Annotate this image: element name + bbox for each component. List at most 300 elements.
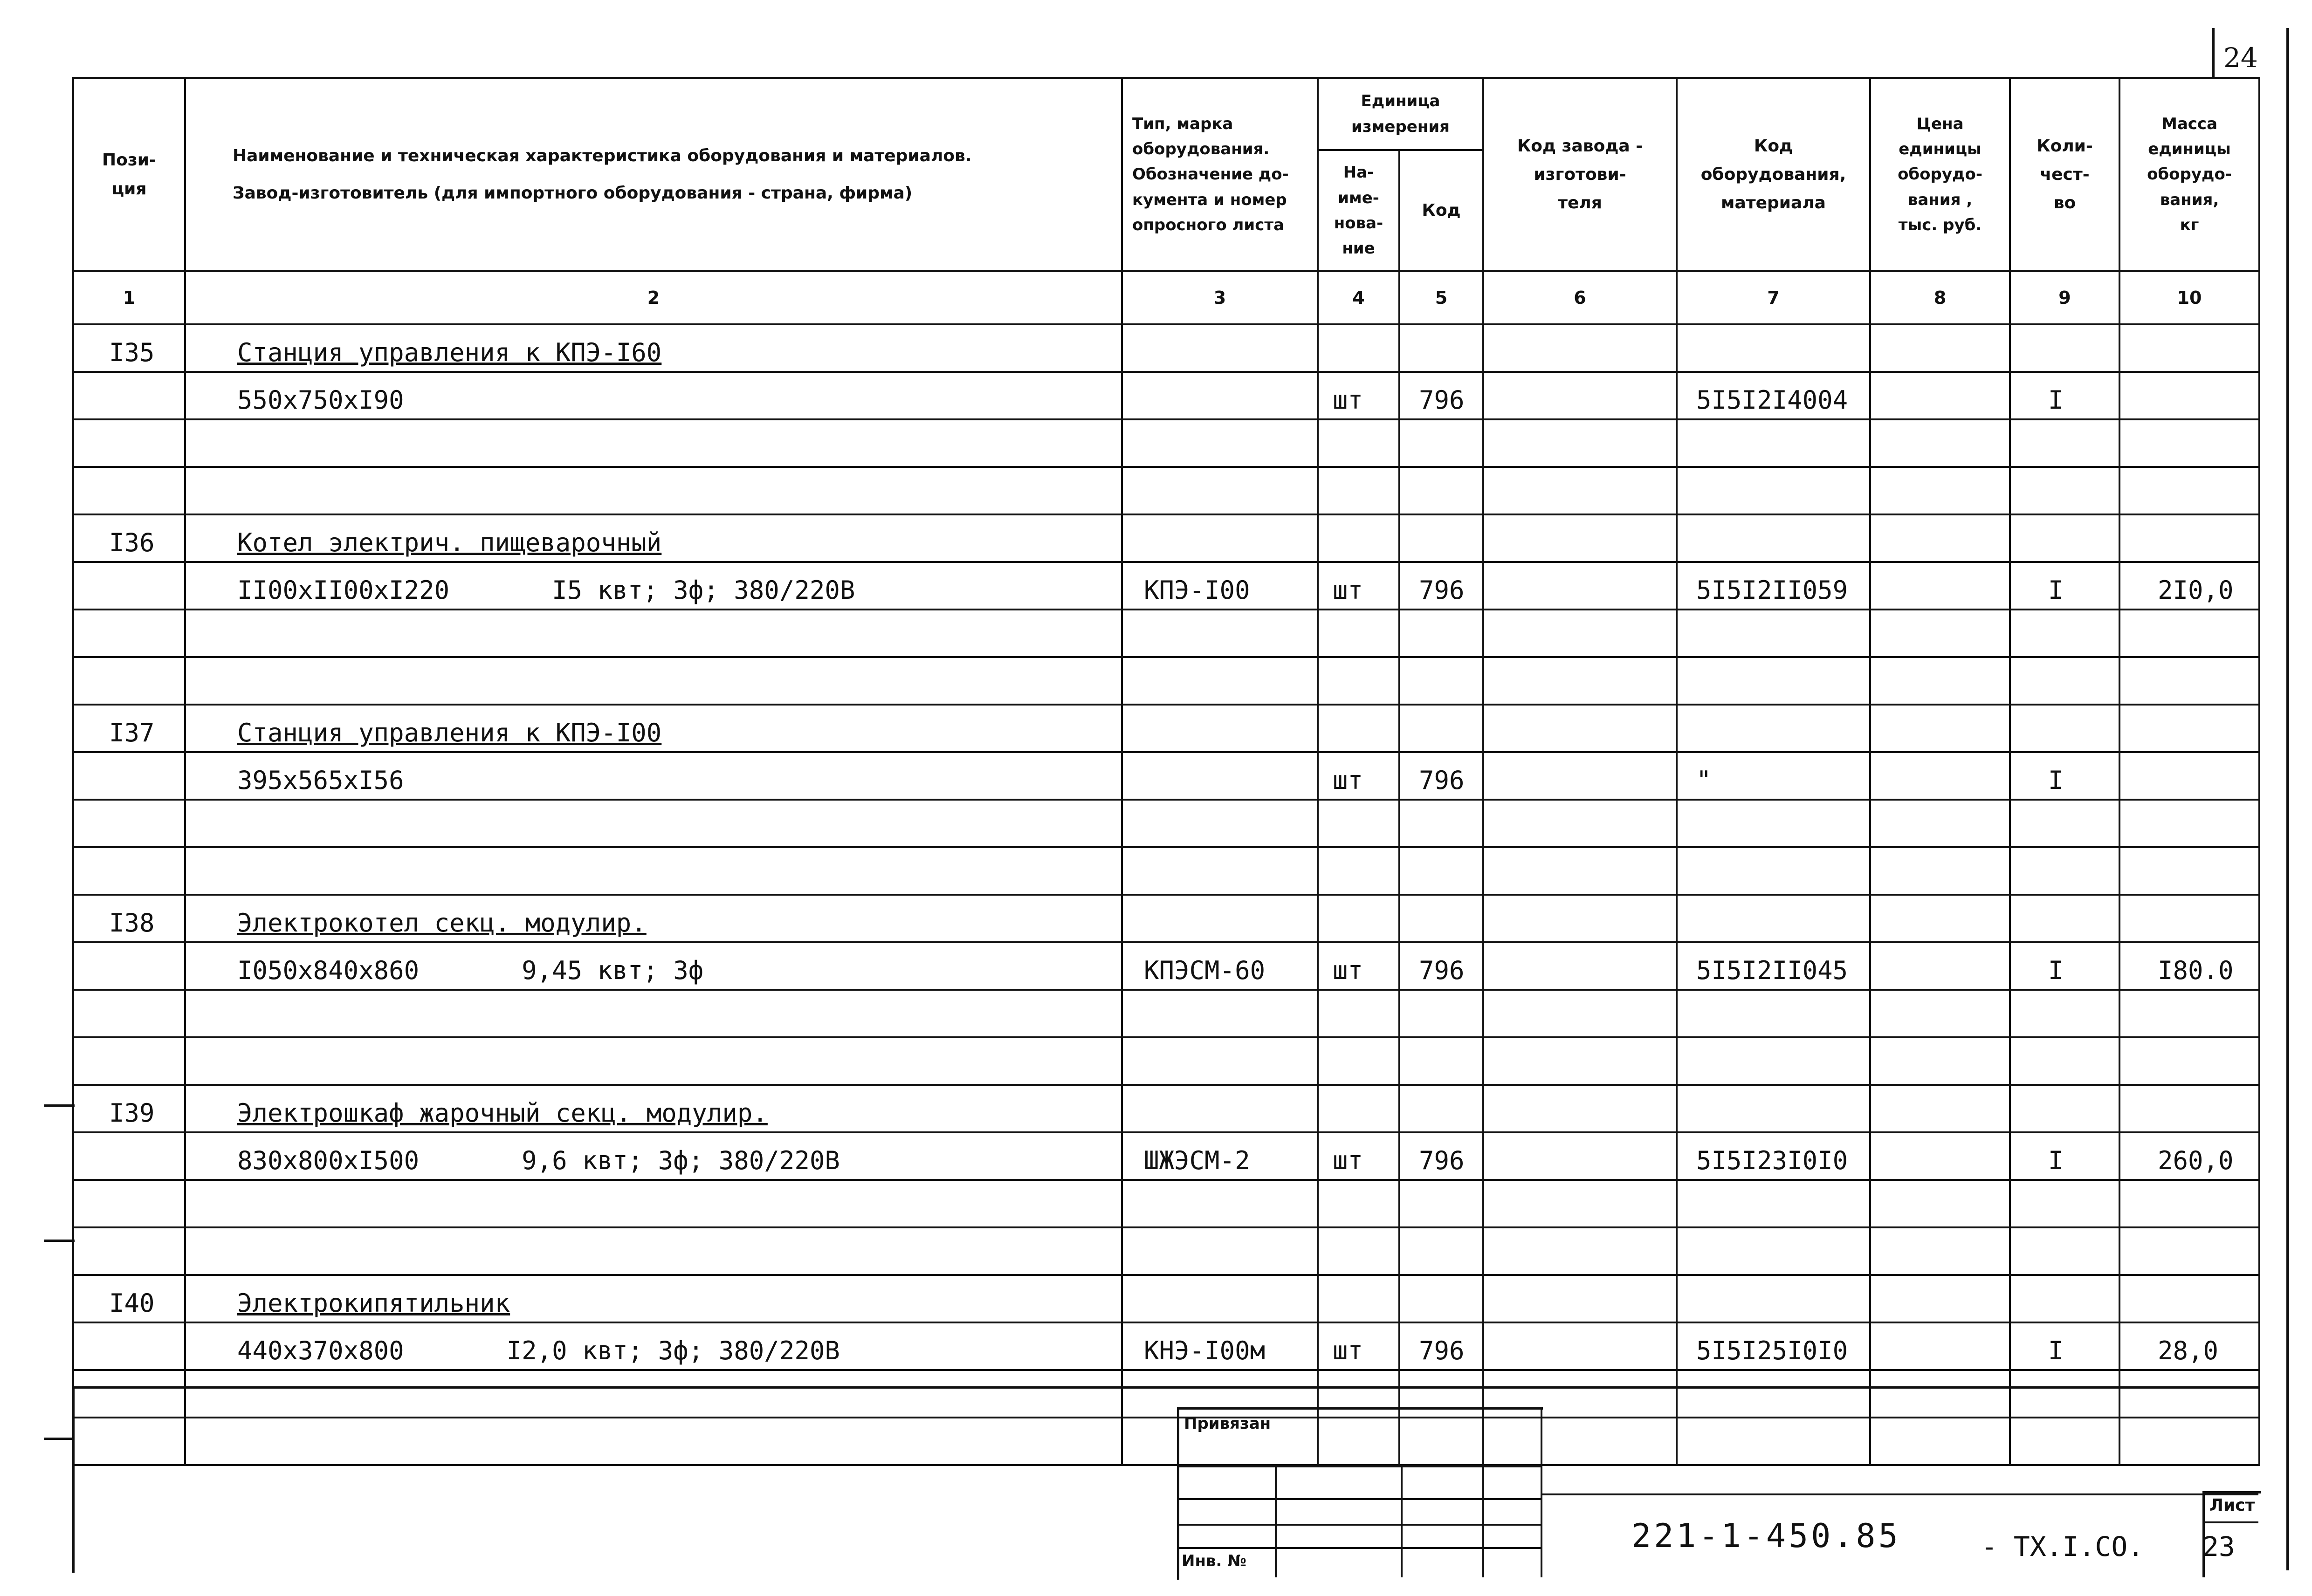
table-row xyxy=(73,610,2259,657)
price-cell xyxy=(1870,1085,2010,1132)
position-cell xyxy=(73,800,185,847)
mass-cell xyxy=(2119,1370,2259,1418)
quantity-cell xyxy=(2010,419,2119,467)
position-cell xyxy=(73,1322,185,1370)
price-cell xyxy=(1870,419,2010,467)
equipment-code-cell xyxy=(1677,1180,1870,1227)
mass-cell xyxy=(2119,1227,2259,1275)
item-name: Котел электрич. пищеварочный xyxy=(237,528,662,557)
mass-cell xyxy=(2119,1180,2259,1227)
item-dimensions: 550x750xI90 xyxy=(237,385,404,415)
frame-left-border-lower xyxy=(72,1386,75,1573)
quantity-cell xyxy=(2010,1085,2119,1132)
unit-name-cell: шт xyxy=(1318,752,1399,800)
position-cell: I40 xyxy=(73,1275,185,1322)
unit-name-cell xyxy=(1318,514,1399,562)
mass-cell: I80.0 xyxy=(2119,942,2259,990)
manufacturer-code-cell xyxy=(1483,1227,1677,1275)
quantity-cell: I xyxy=(2010,372,2119,419)
quantity-cell xyxy=(2010,990,2119,1037)
type-cell xyxy=(1122,467,1318,514)
unit-name-cell xyxy=(1318,419,1399,467)
equipment-code-cell xyxy=(1677,657,1870,705)
equipment-code-cell xyxy=(1677,610,1870,657)
header-name-line2: Завод-изготовитель (для импортного оборудования - страна, фирма) xyxy=(233,183,913,203)
manufacturer-code-cell xyxy=(1483,514,1677,562)
mass-cell xyxy=(2119,1085,2259,1132)
mass-cell xyxy=(2119,847,2259,895)
unit-name-cell xyxy=(1318,324,1399,372)
type-cell xyxy=(1122,1180,1318,1227)
unit-name-cell xyxy=(1318,610,1399,657)
table-row xyxy=(73,1322,2259,1370)
unit-code-cell xyxy=(1399,1085,1483,1132)
position-cell: I35 xyxy=(73,324,185,372)
position-cell xyxy=(73,1132,185,1180)
header-quantity: Коли- чест- во xyxy=(2010,78,2119,271)
quantity-cell xyxy=(2010,800,2119,847)
quantity-cell xyxy=(2010,1227,2119,1275)
manufacturer-code-cell xyxy=(1483,705,1677,752)
sheet-box-line xyxy=(2202,1521,2258,1523)
price-cell xyxy=(1870,610,2010,657)
mass-cell xyxy=(2119,752,2259,800)
manufacturer-code-cell xyxy=(1483,1180,1677,1227)
equipment-code-cell xyxy=(1677,514,1870,562)
column-number: 9 xyxy=(2010,271,2119,324)
price-cell xyxy=(1870,657,2010,705)
column-number: 10 xyxy=(2119,271,2259,324)
price-cell xyxy=(1870,800,2010,847)
equipment-code-cell xyxy=(1677,800,1870,847)
quantity-cell: I xyxy=(2010,942,2119,990)
name-cell xyxy=(185,1132,1122,1180)
table-row xyxy=(73,1085,2259,1132)
unit-code-cell xyxy=(1399,657,1483,705)
manufacturer-code-cell xyxy=(1483,657,1677,705)
position-cell xyxy=(73,610,185,657)
stamp-label-privyazan: Привязан xyxy=(1184,1414,1271,1433)
name-cell xyxy=(185,1227,1122,1275)
type-cell xyxy=(1122,657,1318,705)
type-cell xyxy=(1122,705,1318,752)
quantity-cell: I xyxy=(2010,562,2119,610)
item-dimensions: 830x800xI500 xyxy=(237,1146,420,1175)
manufacturer-code-cell xyxy=(1483,1085,1677,1132)
name-cell xyxy=(185,1370,1122,1418)
name-cell xyxy=(185,800,1122,847)
item-name: Станция управления к КПЭ-I00 xyxy=(237,718,662,747)
item-dimensions: 395x565xI56 xyxy=(237,766,404,795)
equipment-code-cell: " xyxy=(1677,752,1870,800)
equipment-code-cell: 5I5I25I0I0 xyxy=(1677,1322,1870,1370)
manufacturer-code-cell xyxy=(1483,419,1677,467)
stamp-line xyxy=(1482,1466,1484,1577)
table-row xyxy=(73,467,2259,514)
name-cell xyxy=(185,372,1122,419)
item-name: Станция управления к КПЭ-I60 xyxy=(237,338,662,367)
equipment-code-cell xyxy=(1677,1227,1870,1275)
sheet-page-number: 23 xyxy=(2202,1531,2235,1562)
table-row xyxy=(73,752,2259,800)
equipment-code-cell: 5I5I2II059 xyxy=(1677,562,1870,610)
price-cell xyxy=(1870,847,2010,895)
type-cell xyxy=(1122,419,1318,467)
unit-code-cell xyxy=(1399,610,1483,657)
price-cell xyxy=(1870,1370,2010,1418)
table-row xyxy=(73,1037,2259,1085)
position-cell xyxy=(73,847,185,895)
type-cell xyxy=(1122,1037,1318,1085)
unit-name-cell xyxy=(1318,1180,1399,1227)
manufacturer-code-cell xyxy=(1483,1132,1677,1180)
mass-cell xyxy=(2119,419,2259,467)
unit-code-cell: 796 xyxy=(1399,372,1483,419)
column-number: 8 xyxy=(1870,271,2010,324)
unit-code-cell: 796 xyxy=(1399,942,1483,990)
table-row xyxy=(73,847,2259,895)
price-cell xyxy=(1870,1132,2010,1180)
quantity-cell xyxy=(2010,657,2119,705)
name-cell xyxy=(185,467,1122,514)
column-number: 7 xyxy=(1677,271,1870,324)
unit-code-cell: 796 xyxy=(1399,1132,1483,1180)
quantity-cell: I xyxy=(2010,1132,2119,1180)
table-row xyxy=(73,1132,2259,1180)
unit-code-cell xyxy=(1399,1227,1483,1275)
quantity-cell xyxy=(2010,610,2119,657)
manufacturer-code-cell xyxy=(1483,1037,1677,1085)
unit-code-cell xyxy=(1399,705,1483,752)
equipment-code-cell xyxy=(1677,895,1870,942)
position-cell xyxy=(73,657,185,705)
price-cell xyxy=(1870,1275,2010,1322)
unit-code-cell xyxy=(1399,514,1483,562)
item-tech-spec: I5 квт; 3ф; 380/220В xyxy=(552,575,855,605)
manufacturer-code-cell xyxy=(1483,895,1677,942)
quantity-cell xyxy=(2010,895,2119,942)
header-name xyxy=(185,78,1122,271)
position-cell xyxy=(73,467,185,514)
unit-name-cell xyxy=(1318,1037,1399,1085)
unit-code-cell xyxy=(1399,1037,1483,1085)
mass-cell: 2I0,0 xyxy=(2119,562,2259,610)
price-cell xyxy=(1870,1418,2010,1465)
name-cell xyxy=(185,990,1122,1037)
position-cell xyxy=(73,942,185,990)
unit-code-cell xyxy=(1399,1275,1483,1322)
unit-name-cell xyxy=(1318,657,1399,705)
price-cell xyxy=(1870,372,2010,419)
unit-name-cell: шт xyxy=(1318,942,1399,990)
unit-code-cell xyxy=(1399,419,1483,467)
table-row xyxy=(73,942,2259,990)
table-row xyxy=(73,800,2259,847)
name-cell xyxy=(185,942,1122,990)
unit-name-cell xyxy=(1318,467,1399,514)
header-unit-name: На- име- нова- ние xyxy=(1318,150,1399,271)
column-number: 2 xyxy=(185,271,1122,324)
name-cell xyxy=(185,1275,1122,1322)
type-cell: КПЭ-I00 xyxy=(1122,562,1318,610)
position-cell: I39 xyxy=(73,1085,185,1132)
header-equipment-code: Код оборудования, материала xyxy=(1677,78,1870,271)
stamp-line xyxy=(1541,1407,1542,1577)
header-manufacturer-code: Код завода - изготови- теля xyxy=(1483,78,1677,271)
title-block-line xyxy=(1541,1493,2258,1495)
mass-cell xyxy=(2119,990,2259,1037)
quantity-cell xyxy=(2010,1275,2119,1322)
equipment-code-cell xyxy=(1677,705,1870,752)
header-position: Пози- ция xyxy=(73,78,185,271)
position-cell xyxy=(73,1370,185,1418)
unit-code-cell xyxy=(1399,467,1483,514)
item-tech-spec: 9,45 квт; 3ф xyxy=(522,956,704,985)
margin-tick xyxy=(44,1240,75,1242)
name-cell xyxy=(185,1085,1122,1132)
type-cell xyxy=(1122,324,1318,372)
header-type: Тип, марка оборудования. Обозначение до- кумента и номер опросного листа xyxy=(1122,78,1318,271)
mass-cell xyxy=(2119,610,2259,657)
header-mass: Масса единицы оборудо- вания, кг xyxy=(2119,78,2259,271)
type-cell xyxy=(1122,610,1318,657)
price-cell xyxy=(1870,990,2010,1037)
unit-name-cell xyxy=(1318,800,1399,847)
name-cell xyxy=(185,1180,1122,1227)
stamp-line xyxy=(1177,1498,1541,1500)
sheet-number: 24 xyxy=(2223,42,2258,74)
item-name: Электрошкаф жарочный секц. модулир. xyxy=(237,1098,768,1128)
position-cell: I38 xyxy=(73,895,185,942)
stamp-line xyxy=(1275,1466,1277,1577)
type-cell: ШЖЭСМ-2 xyxy=(1122,1132,1318,1180)
type-cell xyxy=(1122,990,1318,1037)
name-cell xyxy=(185,1037,1122,1085)
table-row xyxy=(73,1275,2259,1322)
type-cell xyxy=(1122,1227,1318,1275)
position-cell xyxy=(73,1418,185,1465)
price-cell xyxy=(1870,562,2010,610)
stamp-label-inv: Инв. № xyxy=(1182,1552,1247,1570)
quantity-cell xyxy=(2010,514,2119,562)
mass-cell xyxy=(2119,467,2259,514)
manufacturer-code-cell xyxy=(1483,372,1677,419)
unit-name-cell xyxy=(1318,1085,1399,1132)
position-cell xyxy=(73,1227,185,1275)
manufacturer-code-cell xyxy=(1483,610,1677,657)
item-dimensions: II00xII00xI220 xyxy=(237,575,450,605)
manufacturer-code-cell xyxy=(1483,1322,1677,1370)
unit-name-cell: шт xyxy=(1318,562,1399,610)
unit-code-cell xyxy=(1399,847,1483,895)
position-cell xyxy=(73,1180,185,1227)
header-unit-code: Код xyxy=(1399,150,1483,271)
sheet-number-divider xyxy=(2212,28,2215,79)
equipment-code-cell xyxy=(1677,1275,1870,1322)
specification-table xyxy=(72,77,2260,1466)
unit-name-cell xyxy=(1318,1275,1399,1322)
item-dimensions: 440x370x800 xyxy=(237,1336,404,1365)
specification-rows xyxy=(73,324,2259,1465)
price-cell xyxy=(1870,1037,2010,1085)
unit-name-cell xyxy=(1318,705,1399,752)
equipment-code-cell xyxy=(1677,324,1870,372)
table-row xyxy=(73,419,2259,467)
name-cell xyxy=(185,705,1122,752)
quantity-cell xyxy=(2010,705,2119,752)
price-cell xyxy=(1870,1322,2010,1370)
column-number: 6 xyxy=(1483,271,1677,324)
mass-cell: 260,0 xyxy=(2119,1132,2259,1180)
price-cell xyxy=(1870,514,2010,562)
mass-cell xyxy=(2119,705,2259,752)
name-cell xyxy=(185,847,1122,895)
name-cell xyxy=(185,419,1122,467)
name-cell xyxy=(185,657,1122,705)
equipment-code-cell: 5I5I2II045 xyxy=(1677,942,1870,990)
price-cell xyxy=(1870,467,2010,514)
price-cell xyxy=(1870,1180,2010,1227)
stamp-line xyxy=(1177,1547,1541,1549)
manufacturer-code-cell xyxy=(1483,1275,1677,1322)
column-number: 5 xyxy=(1399,271,1483,324)
type-cell: КНЭ-I00м xyxy=(1122,1322,1318,1370)
column-number: 4 xyxy=(1318,271,1399,324)
mass-cell xyxy=(2119,1275,2259,1322)
equipment-code-cell xyxy=(1677,467,1870,514)
type-cell xyxy=(1122,514,1318,562)
item-name: Электрокотел секц. модулир. xyxy=(237,908,647,938)
manufacturer-code-cell xyxy=(1483,467,1677,514)
manufacturer-code-cell xyxy=(1483,324,1677,372)
item-name: Электрокипятильник xyxy=(237,1288,510,1318)
unit-name-cell: шт xyxy=(1318,1132,1399,1180)
unit-name-cell: шт xyxy=(1318,372,1399,419)
position-cell xyxy=(73,752,185,800)
margin-tick xyxy=(44,1438,75,1440)
unit-name-cell xyxy=(1318,1227,1399,1275)
mass-cell xyxy=(2119,800,2259,847)
type-cell xyxy=(1122,847,1318,895)
price-cell xyxy=(1870,942,2010,990)
quantity-cell xyxy=(2010,1370,2119,1418)
position-cell xyxy=(73,1037,185,1085)
stamp-line xyxy=(1177,1466,1541,1467)
item-tech-spec: I2,0 квт; 3ф; 380/220В xyxy=(506,1336,840,1365)
mass-cell xyxy=(2119,1418,2259,1465)
type-cell xyxy=(1122,800,1318,847)
price-cell xyxy=(1870,1227,2010,1275)
quantity-cell xyxy=(2010,324,2119,372)
mass-cell: 28,0 xyxy=(2119,1322,2259,1370)
margin-tick xyxy=(44,1104,75,1107)
table-row xyxy=(73,895,2259,942)
name-cell xyxy=(185,562,1122,610)
stamp-line xyxy=(1177,1524,1541,1526)
frame-right-border xyxy=(2286,28,2289,1570)
quantity-cell xyxy=(2010,847,2119,895)
manufacturer-code-cell xyxy=(1483,942,1677,990)
equipment-code-cell xyxy=(1677,990,1870,1037)
equipment-code-cell xyxy=(1677,847,1870,895)
mass-cell xyxy=(2119,372,2259,419)
table-row xyxy=(73,514,2259,562)
manufacturer-code-cell xyxy=(1483,990,1677,1037)
mass-cell xyxy=(2119,895,2259,942)
price-cell xyxy=(1870,324,2010,372)
table-row xyxy=(73,562,2259,610)
unit-code-cell: 796 xyxy=(1399,1322,1483,1370)
name-cell xyxy=(185,752,1122,800)
type-cell xyxy=(1122,1085,1318,1132)
quantity-cell xyxy=(2010,1180,2119,1227)
unit-code-cell xyxy=(1399,324,1483,372)
table-row xyxy=(73,324,2259,372)
manufacturer-code-cell xyxy=(1483,800,1677,847)
type-cell xyxy=(1122,372,1318,419)
manufacturer-code-cell xyxy=(1483,562,1677,610)
header-unit-group: Единица измерения xyxy=(1318,78,1483,150)
document-code: 221-1-450.85 xyxy=(1631,1517,1901,1555)
type-cell xyxy=(1122,1275,1318,1322)
equipment-code-cell xyxy=(1677,1418,1870,1465)
unit-name-cell xyxy=(1318,847,1399,895)
item-dimensions: I050x840x860 xyxy=(237,956,420,985)
table-row xyxy=(73,657,2259,705)
unit-name-cell: шт xyxy=(1318,1322,1399,1370)
name-cell xyxy=(185,895,1122,942)
unit-code-cell xyxy=(1399,800,1483,847)
type-cell xyxy=(1122,895,1318,942)
equipment-code-cell xyxy=(1677,1085,1870,1132)
table-row xyxy=(73,1180,2259,1227)
equipment-code-cell xyxy=(1677,419,1870,467)
table-row xyxy=(73,990,2259,1037)
price-cell xyxy=(1870,752,2010,800)
header-price: Цена единицы оборудо- вания , тыс. руб. xyxy=(1870,78,2010,271)
unit-code-cell xyxy=(1399,895,1483,942)
table-row xyxy=(73,1370,2259,1418)
quantity-cell: I xyxy=(2010,752,2119,800)
stamp-line xyxy=(1401,1466,1403,1577)
quantity-cell xyxy=(2010,1037,2119,1085)
quantity-cell xyxy=(2010,467,2119,514)
mass-cell xyxy=(2119,324,2259,372)
equipment-code-cell: 5I5I2I4004 xyxy=(1677,372,1870,419)
manufacturer-code-cell xyxy=(1483,752,1677,800)
unit-code-cell: 796 xyxy=(1399,752,1483,800)
column-number: 3 xyxy=(1122,271,1318,324)
name-cell xyxy=(185,1322,1122,1370)
position-cell: I37 xyxy=(73,705,185,752)
name-cell xyxy=(185,514,1122,562)
unit-code-cell xyxy=(1399,1180,1483,1227)
mass-cell xyxy=(2119,514,2259,562)
unit-code-cell: 796 xyxy=(1399,562,1483,610)
unit-name-cell xyxy=(1318,990,1399,1037)
quantity-cell: I xyxy=(2010,1322,2119,1370)
header-name-line1: Наименование и техническая характеристика оборудования и материалов. xyxy=(233,146,972,166)
equipment-code-cell xyxy=(1677,1370,1870,1418)
name-cell xyxy=(185,610,1122,657)
position-cell xyxy=(73,562,185,610)
quantity-cell xyxy=(2010,1418,2119,1465)
position-cell xyxy=(73,419,185,467)
price-cell xyxy=(1870,705,2010,752)
sheet-label: Лист xyxy=(2209,1496,2255,1515)
table-bottom-border xyxy=(72,1386,2258,1389)
table-row xyxy=(73,1227,2259,1275)
